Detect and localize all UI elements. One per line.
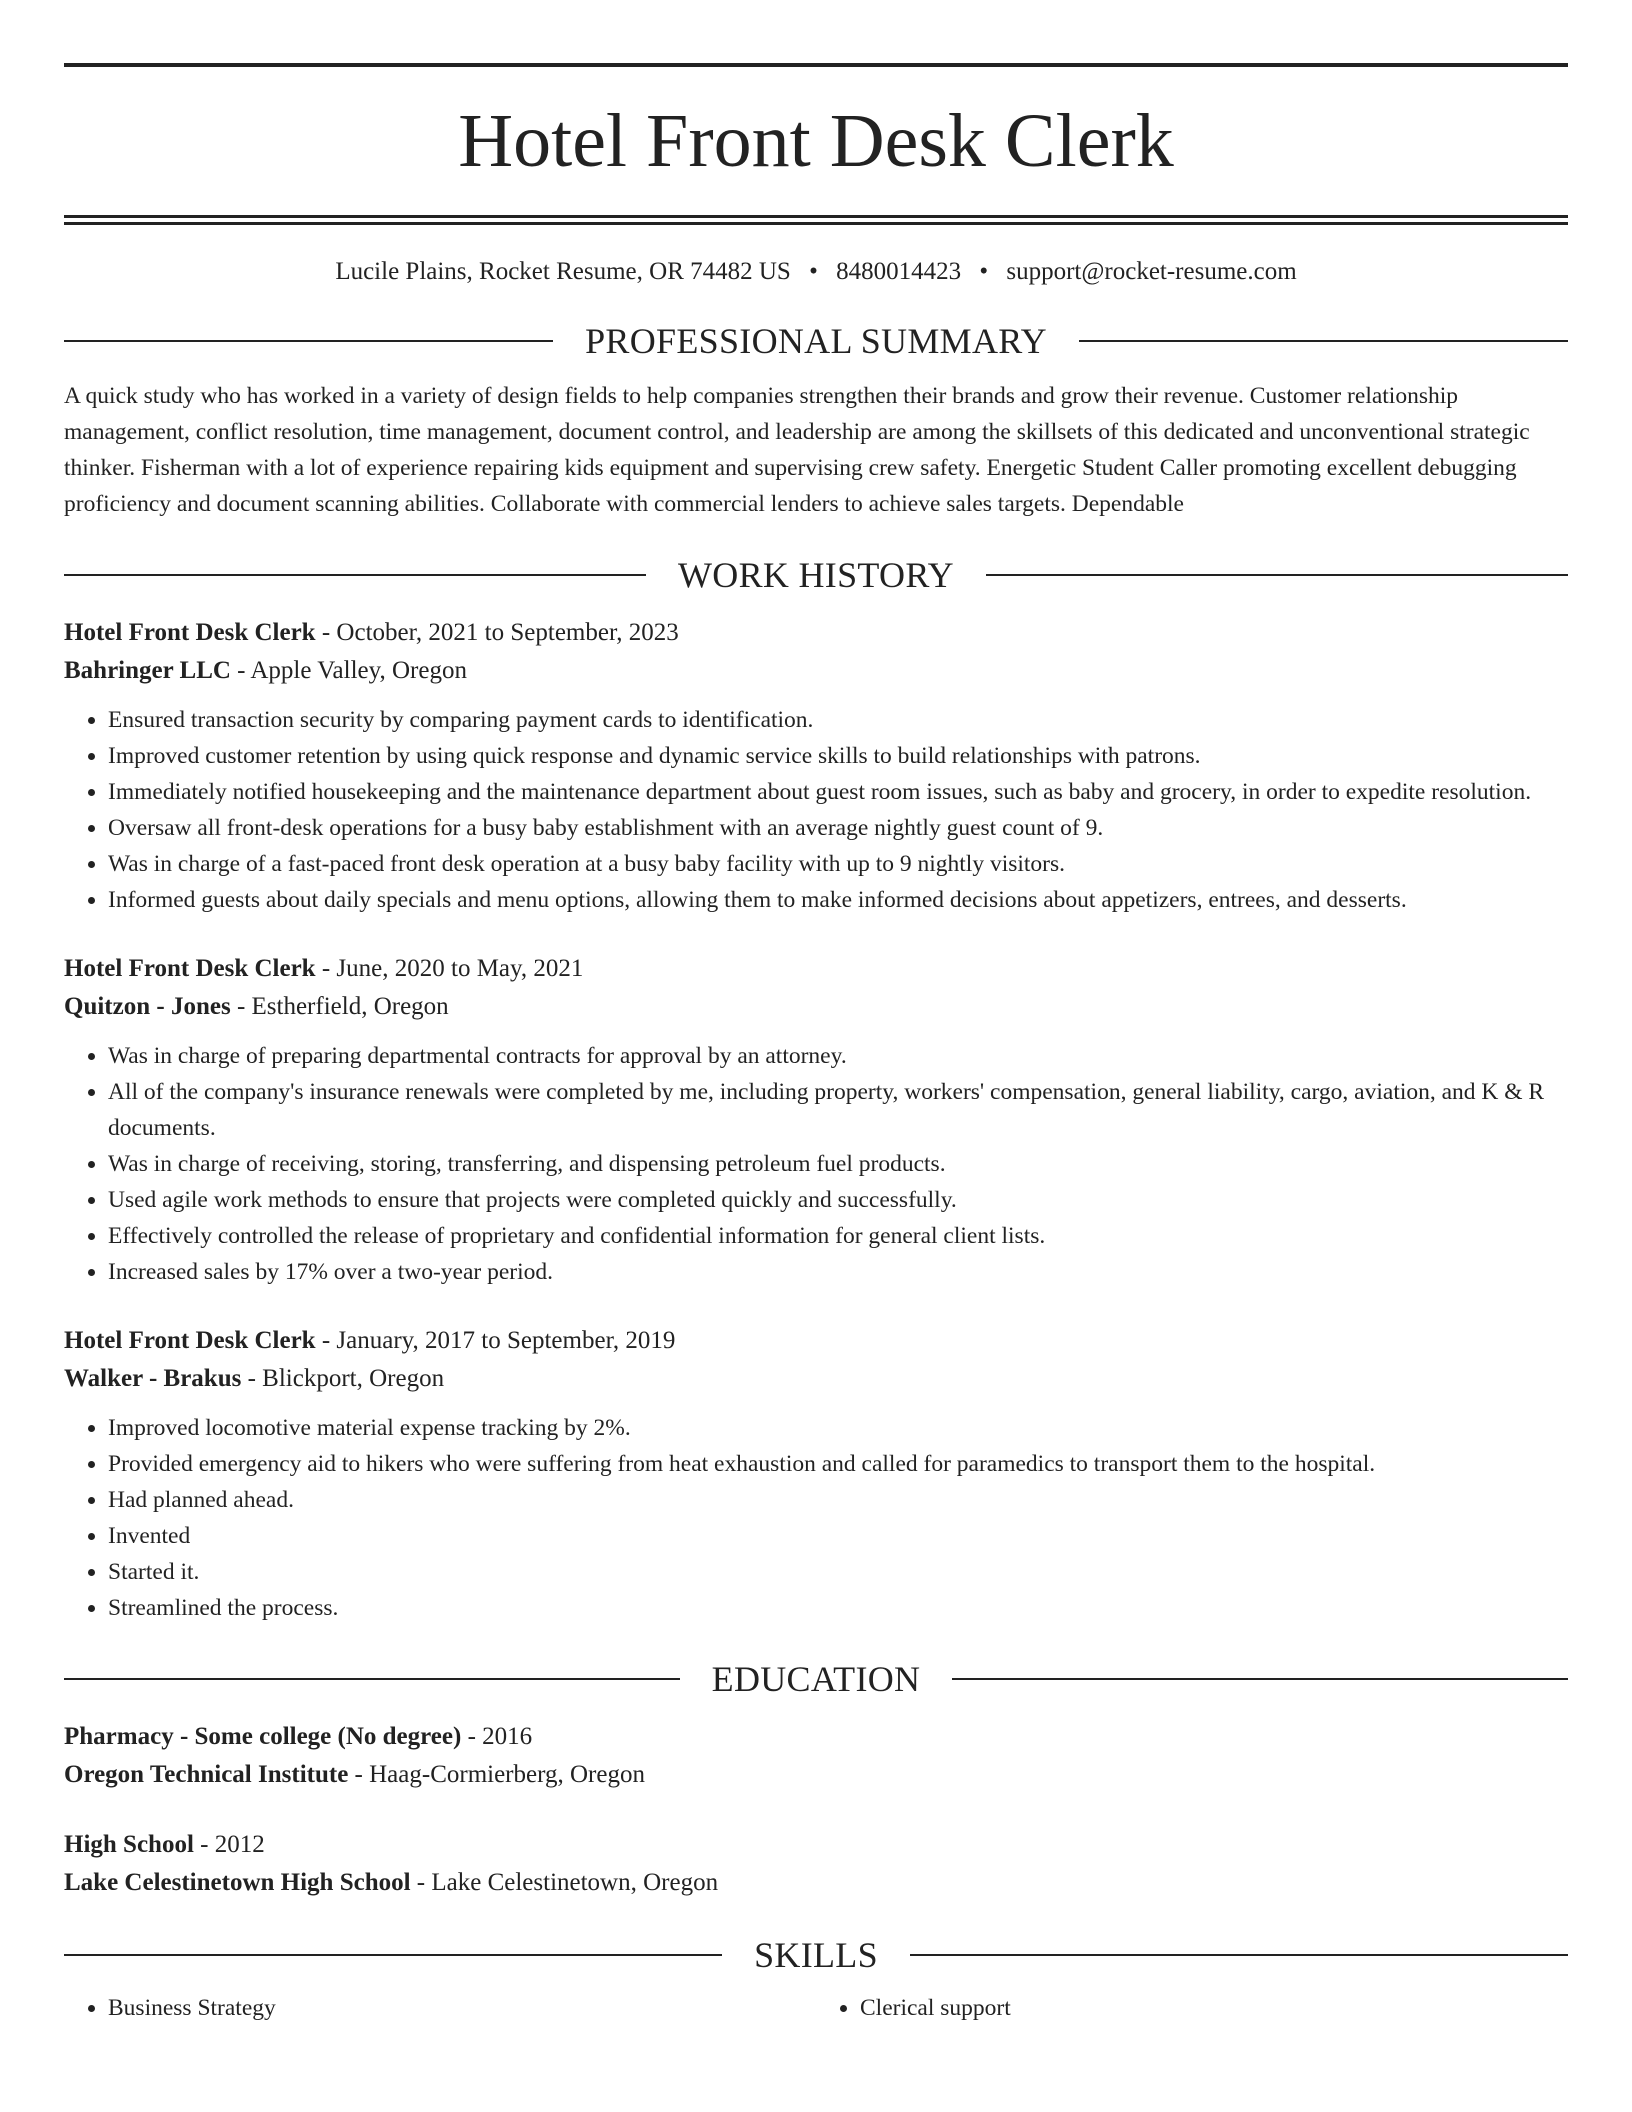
section-title: WORK HISTORY: [678, 555, 954, 595]
list-item: • Started it.: [108, 1554, 1568, 1590]
divider: [64, 1678, 680, 1680]
education-degree-line: [64, 1718, 1568, 1756]
separator-dot: •: [809, 258, 818, 285]
section-heading-skills: [64, 1932, 1568, 1978]
skills-column-left: [64, 1990, 816, 2026]
list-item: • Was in charge of a fast-paced front desk operation at a busy baby facility with up to 9 nightly visitors.: [108, 846, 1568, 882]
job-role: Hotel Front Desk Clerk: [64, 1327, 316, 1354]
list-item: • Effectively controlled the release of proprietary and confidential information for general client lists.: [108, 1218, 1568, 1254]
section-heading-summary: [64, 318, 1568, 364]
job-company: Quitzon - Jones: [64, 993, 231, 1020]
list-item: • Invented: [108, 1518, 1568, 1554]
job-entry: [64, 614, 1568, 918]
job-entry: [64, 950, 1568, 1290]
job-dates: - June, 2020 to May, 2021: [315, 955, 584, 982]
divider: [986, 574, 1568, 576]
section-title: EDUCATION: [711, 1659, 921, 1699]
divider: [64, 574, 646, 576]
section-title: PROFESSIONAL SUMMARY: [585, 321, 1047, 361]
education-degree: Pharmacy - Some college (No degree): [64, 1723, 462, 1750]
contact-line: [64, 256, 1568, 288]
education-degree: High School: [64, 1831, 194, 1858]
summary-text: A quick study who has worked in a variety of design fields to help companies strengthen their brands and grow their revenue. Customer relationship management, conflict resolution, time management, document control, and leadership are among the skillsets of this dedicated and unconventional strategic thinker. Fisherman with a lot of experience repairing kids equipment and supervising crew safety. Energetic Student Caller promoting excellent debugging proficiency and document scanning abilities. Collaborate with commercial lenders to achieve sales targets. Dependable: [64, 383, 1530, 517]
list-item: • Informed guests about daily specials and menu options, allowing them to make informed decisions about appetizers, entrees, and desserts.: [108, 882, 1568, 918]
education-school: Lake Celestinetown High School: [64, 1869, 411, 1896]
job-dates: - October, 2021 to September, 2023: [315, 619, 679, 646]
job-dates: - January, 2017 to September, 2019: [315, 1327, 676, 1354]
skill-item: • Business Strategy: [108, 1990, 816, 2026]
list-item: • Ensured transaction security by comparing payment cards to identification.: [108, 702, 1568, 738]
list-item: • Improved customer retention by using quick response and dynamic service skills to build relationships with patrons.: [108, 738, 1568, 774]
address: Lucile Plains, Rocket Resume, OR 74482 US: [335, 258, 791, 285]
divider: [1079, 340, 1568, 342]
job-title-line: [64, 1322, 1568, 1360]
job-bullets: [64, 1410, 1568, 1626]
job-company-line: [64, 652, 1568, 690]
list-item: • All of the company's insurance renewals were completed by me, including property, workers' compensation, general liability, cargo, aviation, and K & R documents.: [108, 1074, 1568, 1146]
job-bullets: [64, 1038, 1568, 1290]
job-title-line: [64, 950, 1568, 988]
job-location: - Estherfield, Oregon: [230, 993, 449, 1020]
job-company: Walker - Brakus: [64, 1365, 242, 1392]
list-item: • Used agile work methods to ensure that projects were completed quickly and successfully.: [108, 1182, 1568, 1218]
divider: [910, 1954, 1568, 1956]
list-item: • Improved locomotive material expense tracking by 2%.: [108, 1410, 1568, 1446]
section-heading-education: [64, 1656, 1568, 1702]
education-year: - 2016: [461, 1723, 533, 1750]
phone: 8480014423: [836, 258, 962, 285]
job-role: Hotel Front Desk Clerk: [64, 955, 316, 982]
double-rule: [64, 215, 1568, 225]
list-item: • Was in charge of receiving, storing, transferring, and dispensing petroleum fuel products.: [108, 1146, 1568, 1182]
email: support@rocket-resume.com: [1006, 258, 1297, 285]
education-location: - Lake Celestinetown, Oregon: [410, 1869, 719, 1896]
job-company-line: [64, 988, 1568, 1026]
list-item: • Was in charge of preparing departmental contracts for approval by an attorney.: [108, 1038, 1568, 1074]
education-entry: [64, 1718, 1568, 1794]
list-item: • Provided emergency aid to hikers who were suffering from heat exhaustion and called for paramedics to transport them to the hospital.: [108, 1446, 1568, 1482]
list-item: • Had planned ahead.: [108, 1482, 1568, 1518]
education-location: - Haag-Cormierberg, Oregon: [348, 1761, 645, 1788]
job-location: - Blickport, Oregon: [241, 1365, 445, 1392]
education-school-line: [64, 1864, 1568, 1902]
job-location: - Apple Valley, Oregon: [230, 657, 467, 684]
page-title: Hotel Front Desk Clerk: [458, 99, 1174, 183]
job-company: Bahringer LLC: [64, 657, 231, 684]
list-item: • Oversaw all front-desk operations for a busy baby establishment with an average nightly guest count of 9.: [108, 810, 1568, 846]
section-heading-work: [64, 552, 1568, 598]
education-school-line: [64, 1756, 1568, 1794]
skills-column-right: [816, 1990, 1568, 2026]
education-entry: [64, 1826, 1568, 1902]
education-degree-line: [64, 1826, 1568, 1864]
education-school: Oregon Technical Institute: [64, 1761, 349, 1788]
separator-dot: •: [979, 258, 989, 285]
job-role: Hotel Front Desk Clerk: [64, 619, 316, 646]
skills-list: [64, 1990, 1568, 2026]
list-item: • Immediately notified housekeeping and the maintenance department about guest room issues, such as baby and grocery, in order to expedite resolution.: [108, 774, 1568, 810]
divider: [952, 1678, 1568, 1680]
job-bullets: [64, 702, 1568, 918]
list-item: • Increased sales by 17% over a two-year period.: [108, 1254, 1568, 1290]
job-entry: [64, 1322, 1568, 1626]
job-title-line: [64, 614, 1568, 652]
section-title: SKILLS: [754, 1935, 878, 1975]
education-year: - 2012: [193, 1831, 265, 1858]
skill-item: • Clerical support: [860, 1990, 1568, 2026]
divider: [64, 1954, 722, 1956]
list-item: • Streamlined the process.: [108, 1590, 1568, 1626]
divider: [64, 340, 553, 342]
top-rule: [64, 63, 1568, 67]
job-company-line: [64, 1360, 1568, 1398]
